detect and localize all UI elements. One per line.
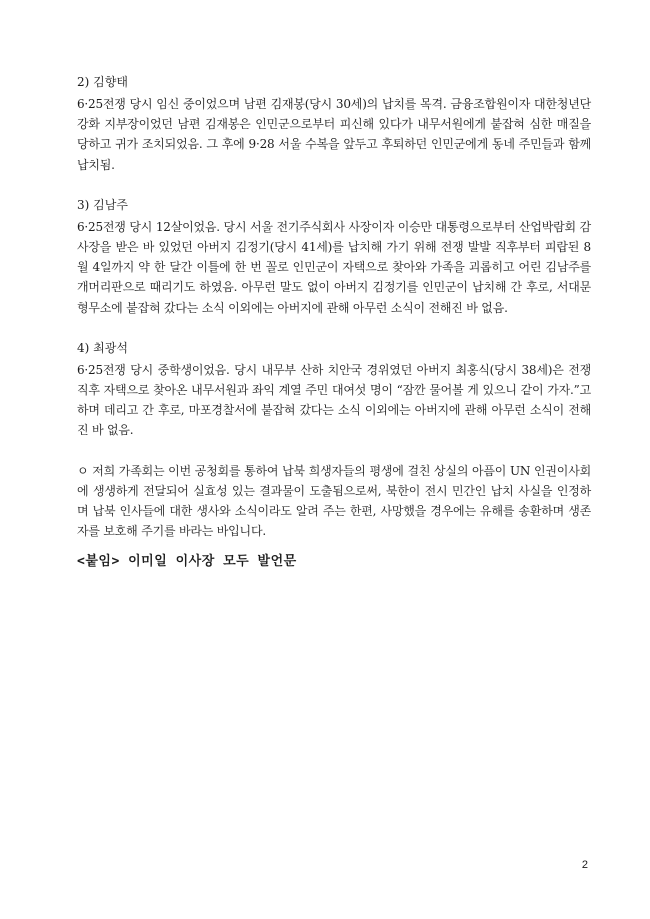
testimony-section-kim-hyangtae [77,72,591,175]
closing-paragraph [77,461,591,542]
section-heading: 3) 김남주 [77,197,128,212]
section-heading: 2) 김향태 [77,75,128,89]
page-number: 2 [581,859,588,871]
section-body: 6·25전쟁 당시 중학생이었음. 당시 내무부 산하 치안국 경위였던 아버지 최홍식(당시 38세)은 전쟁 직후 자택으로 찾아온 내무서원과 좌익 계열 주민 대여섯 명이 “잠깐 물어볼 게 있으니 같이 가자.”고 하며 데리고 간 후로, 마포경찰서에 붙잡혀 갔다는 소식 이외에는 아버지에 관해 아무런 소식이 전해진 바 없음. [77,362,591,438]
testimony-section-choi-gwangseok [77,338,591,441]
document-body [77,72,591,553]
appendix-title: <붙임> 이미일 이사장 모두 발언문 [77,554,297,569]
section-body: 6·25전쟁 당시 임신 중이었으며 남편 김재봉(당시 30세)의 납치를 목격. 금융조합원이자 대한청년단 강화 지부장이었던 남편 김재봉은 인민군으로부터 피신해 있다가 내무서원에게 붙잡혀 심한 매질을 당하고 귀가 조치되었음. 그 후에 9·28 서울 수복을 앞두고 후퇴하던 인민군에게 동네 주민들과 함께 납치됨. [77,97,591,172]
section-body: 6·25전쟁 당시 12살이었음. 당시 서울 전기주식회사 사장이자 이승만 대통령으로부터 산업박람회 감사장을 받은 바 있었던 아버지 김정기(당시 41세)를 납치해 가기 위해 전쟁 발발 직후부터 피랍된 8월 4일까지 약 한 달간 이틀에 한 번 꼴로 인민군이 자택으로 찾아와 가족을 괴롭히고 어린 김남주를 개머리판으로 때리기도 하였음. 아무런 말도 없이 아버지 김정기를 인민군이 납치해 간 후로, 서대문 형무소에 붙잡혀 갔다는 소식 이외에는 아버지에 관해 아무런 소식이 전해진 바 없음. [77,219,591,315]
testimony-section-kim-namju [77,195,591,318]
closing-text: 저희 가족회는 이번 공청회를 통하여 납북 희생자들의 평생에 걸친 상실의 아픔이 UN 인권이사회에 생생하게 전달되어 실효성 있는 결과물이 도출됨으로써, 북한이 전시 민간인 납치 사실을 인정하며 납북 인사들에 대한 생사와 소식이라도 알려 주는 한편, 사망했을 경우에는 유해를 송환하며 생존자를 보호해 주기를 바라는 바입니다. [77,463,591,539]
circle-bullet-icon: ㅇ [77,463,89,478]
section-heading: 4) 최광석 [77,340,128,355]
